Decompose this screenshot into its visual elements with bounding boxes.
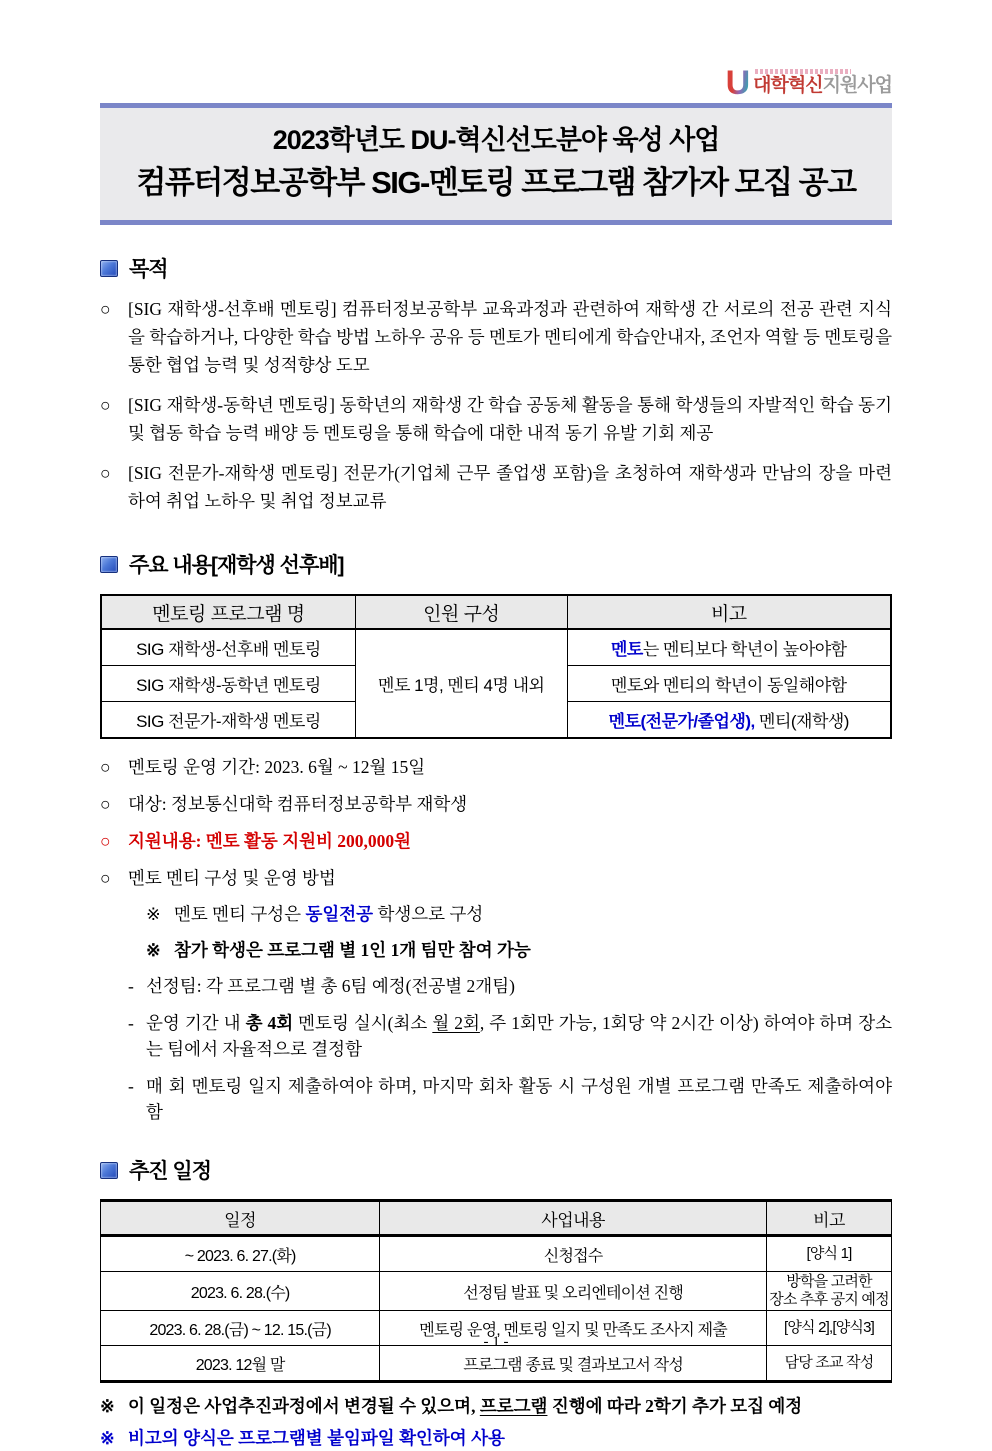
dash-text-bold: 총 4회	[245, 1013, 294, 1033]
program-note-highlight: 멘토	[611, 640, 643, 659]
reference-note-text	[174, 902, 892, 926]
blue-square-icon	[100, 260, 118, 277]
schedule-note-line: 담당 조교 작성	[784, 1354, 874, 1371]
table-row	[101, 629, 891, 666]
program-name: SIG 전문가-재학생 멘토링	[101, 702, 355, 739]
schedule-table	[100, 1199, 892, 1383]
section-schedule-title: 추진 일정	[129, 1160, 211, 1183]
circle-bullet-icon: ○	[100, 463, 111, 483]
detail-target-text: 대상: 정보통신대학 컴퓨터정보공학부 재학생	[128, 794, 468, 814]
purpose-item	[100, 391, 892, 447]
dash-text-post: , 주 1회만 가능, 1회당 약 2시간 이상) 하여야 하며 장소는 팀에서 자율적으로 결정함	[146, 1013, 893, 1059]
title-line-2: 컴퓨터정보공학부 SIG-멘토링 프로그램 참가자 모집 공고	[136, 165, 856, 200]
reference-mark-icon: ※	[100, 1428, 115, 1448]
schedule-date: 2023. 12월 말	[101, 1346, 380, 1382]
dash-note-list	[128, 973, 892, 1125]
blue-square-icon	[100, 1162, 118, 1179]
dash-note-text: 선정팀: 각 프로그램 별 총 6팀 예정(전공별 2개팀)	[146, 976, 515, 996]
dash-note-text: 매 회 멘토링 일지 제출하여야 하며, 마지막 회차 활동 시 구성원 개별 프로그램 만족도 제출하여야 함	[146, 1076, 892, 1122]
purpose-item-text: [SIG 전문가-재학생 멘토링] 전문가(기업체 근무 졸업생 포함)을 초청하여 재학생과 만남의 장을 마련하여 취업 노하우 및 취업 정보교류	[128, 463, 892, 511]
program-note	[567, 666, 891, 702]
schedule-note	[767, 1236, 892, 1272]
circle-bullet-icon: ○	[100, 299, 111, 319]
schedule-col-content: 사업내용	[380, 1201, 767, 1236]
ref-text-highlight: 동일전공	[305, 904, 374, 924]
page-number: - 1 -	[483, 1334, 509, 1350]
section-main-heading	[100, 549, 892, 579]
schedule-table-header-row	[101, 1201, 892, 1236]
circle-bullet-icon: ○	[100, 395, 111, 415]
schedule-note-line: 장소 추후 공지 예정	[769, 1291, 889, 1308]
program-table-col-people: 인원 구성	[355, 595, 567, 629]
schedule-content: 프로그램 종료 및 결과보고서 작성	[380, 1346, 767, 1382]
title-line-1: 2023학년도 DU-혁신선도분야 육성 사업	[272, 125, 720, 155]
schedule-col-note: 비고	[767, 1201, 892, 1236]
logo-text	[753, 69, 892, 98]
program-note-rest: 멘토와 멘티의 학년이 동일해야함	[611, 676, 847, 695]
logo-microtext-strip	[755, 69, 851, 74]
dash-note	[128, 1073, 892, 1125]
schedule-date: ~ 2023. 6. 27.(화)	[101, 1236, 380, 1272]
dash-note	[128, 973, 892, 999]
program-note	[567, 702, 891, 739]
purpose-item	[100, 459, 892, 515]
dash-note-text	[146, 1010, 892, 1062]
schedule-note	[767, 1272, 892, 1311]
purpose-list	[100, 295, 892, 515]
table-row	[101, 1272, 892, 1311]
schedule-date: 2023. 6. 28.(수)	[101, 1272, 380, 1311]
dash-text-underline: 월 2회	[432, 1013, 480, 1033]
schedule-date: 2023. 6. 28.(금) ~ 12. 15.(금)	[101, 1311, 380, 1346]
program-note	[567, 629, 891, 666]
dash-bullet-icon: -	[128, 1013, 134, 1033]
footnote-text: 비고의 양식은 프로그램별 붙임파일 확인하여 사용	[128, 1428, 505, 1448]
reference-note	[146, 902, 892, 926]
blue-square-icon	[100, 556, 118, 573]
dash-bullet-icon: -	[128, 1076, 134, 1096]
reference-note	[146, 938, 892, 962]
logo-u-icon: U	[725, 64, 751, 102]
purpose-item	[100, 295, 892, 379]
schedule-note-line: [양식 1]	[806, 1245, 852, 1262]
detail-period-text: 멘토링 운영 기간: 2023. 6월 ~ 12월 15일	[128, 757, 426, 777]
table-row	[101, 1236, 892, 1272]
circle-bullet-icon: ○	[100, 831, 111, 851]
footnote-text-underline: 프로그램	[479, 1396, 548, 1416]
university-innovation-logo	[725, 64, 892, 102]
program-name: SIG 재학생-선후배 멘토링	[101, 629, 355, 666]
schedule-note-line: [양식 2],[양식3]	[783, 1319, 875, 1336]
program-name: SIG 재학생-동학년 멘토링	[101, 666, 355, 702]
logo-brand-strong: 대학혁신	[753, 75, 823, 96]
schedule-content: 멘토링 운영, 멘토링 일지 및 만족도 조사지 제출	[380, 1311, 767, 1346]
detail-support-text: 지원내용: 멘토 활동 지원비 200,000원	[128, 831, 412, 851]
schedule-content: 선정팀 발표 및 오리엔테이션 진행	[380, 1272, 767, 1311]
dash-text-pre: 운영 기간 내	[146, 1013, 246, 1033]
program-note-highlight: 멘토(전문가/졸업생),	[608, 712, 755, 731]
ref-text-post: 학생으로 구성	[373, 904, 484, 924]
program-people-merged-cell: 멘토 1명, 멘티 4명 내외	[355, 629, 567, 738]
footnote-forms	[100, 1425, 892, 1451]
reference-mark-icon: ※	[146, 940, 161, 960]
title-banner	[100, 103, 892, 225]
ref-text-pre: 멘토 멘티 구성은	[174, 904, 306, 924]
dash-note	[128, 1010, 892, 1062]
reference-mark-icon: ※	[100, 1396, 115, 1416]
logo-row	[100, 0, 892, 102]
logo-brand-text	[753, 76, 892, 96]
detail-target	[100, 792, 892, 816]
footnote-text	[128, 1393, 802, 1419]
circle-bullet-icon: ○	[100, 794, 111, 814]
detail-period	[100, 755, 892, 779]
reference-mark-icon: ※	[146, 904, 161, 924]
logo-brand-light: 지원사업	[822, 75, 892, 96]
circle-bullet-icon: ○	[100, 757, 111, 777]
program-table-col-note: 비고	[567, 595, 891, 629]
program-table-header-row	[101, 595, 891, 629]
program-table	[100, 594, 892, 739]
schedule-col-date: 일정	[101, 1201, 380, 1236]
program-note-rest: 멘티(재학생)	[754, 712, 849, 731]
purpose-item-text: [SIG 재학생-선후배 멘토링] 컴퓨터정보공학부 교육과정과 관련하여 재학생 간 서로의 전공 관련 지식을 학습하거나, 다양한 학습 방법 노하우 공유 등 멘토가 멘티에게 학습안내자, 조언자 역할 등 멘토링을 통한 협업 능력 및 성적향상 도모	[128, 299, 892, 375]
section-schedule-heading	[100, 1155, 892, 1185]
section-purpose-heading	[100, 253, 892, 283]
dash-text-mid: 멘토링 실시(최소	[293, 1013, 433, 1033]
schedule-note-line: 방학을 고려한	[786, 1273, 872, 1290]
footnote-text-post: 진행에 따라 2학기 추가 모집 예정	[547, 1396, 803, 1416]
detail-method-text: 멘토 멘티 구성 및 운영 방법	[128, 868, 336, 888]
section-main-title: 주요 내용[재학생 선후배]	[129, 554, 344, 577]
detail-method	[100, 866, 892, 890]
program-table-col-program: 멘토링 프로그램 명	[101, 595, 355, 629]
schedule-content: 신청접수	[380, 1236, 767, 1272]
section-purpose-title: 목적	[129, 258, 168, 281]
reference-note-list	[146, 902, 892, 962]
circle-bullet-icon: ○	[100, 868, 111, 888]
detail-support	[100, 829, 892, 853]
program-note-rest: 는 멘티보다 학년이 높아야함	[642, 640, 847, 659]
reference-note-text: 참가 학생은 프로그램 별 1인 1개 팀만 참여 가능	[174, 940, 531, 960]
footnote-text-pre: 이 일정은 사업추진과정에서 변경될 수 있으며,	[128, 1396, 480, 1416]
purpose-item-text: [SIG 재학생-동학년 멘토링] 동학년의 재학생 간 학습 공동체 활동을 통해 학생들의 자발적인 학습 동기 및 협동 학습 능력 배양 등 멘토링을 통해 학습에 대한 내적 동기 유발 기회 제공	[128, 395, 892, 443]
detail-list	[100, 755, 892, 890]
footnote-schedule-change	[100, 1393, 892, 1419]
page-content	[100, 0, 892, 1451]
dash-bullet-icon: -	[128, 976, 134, 996]
